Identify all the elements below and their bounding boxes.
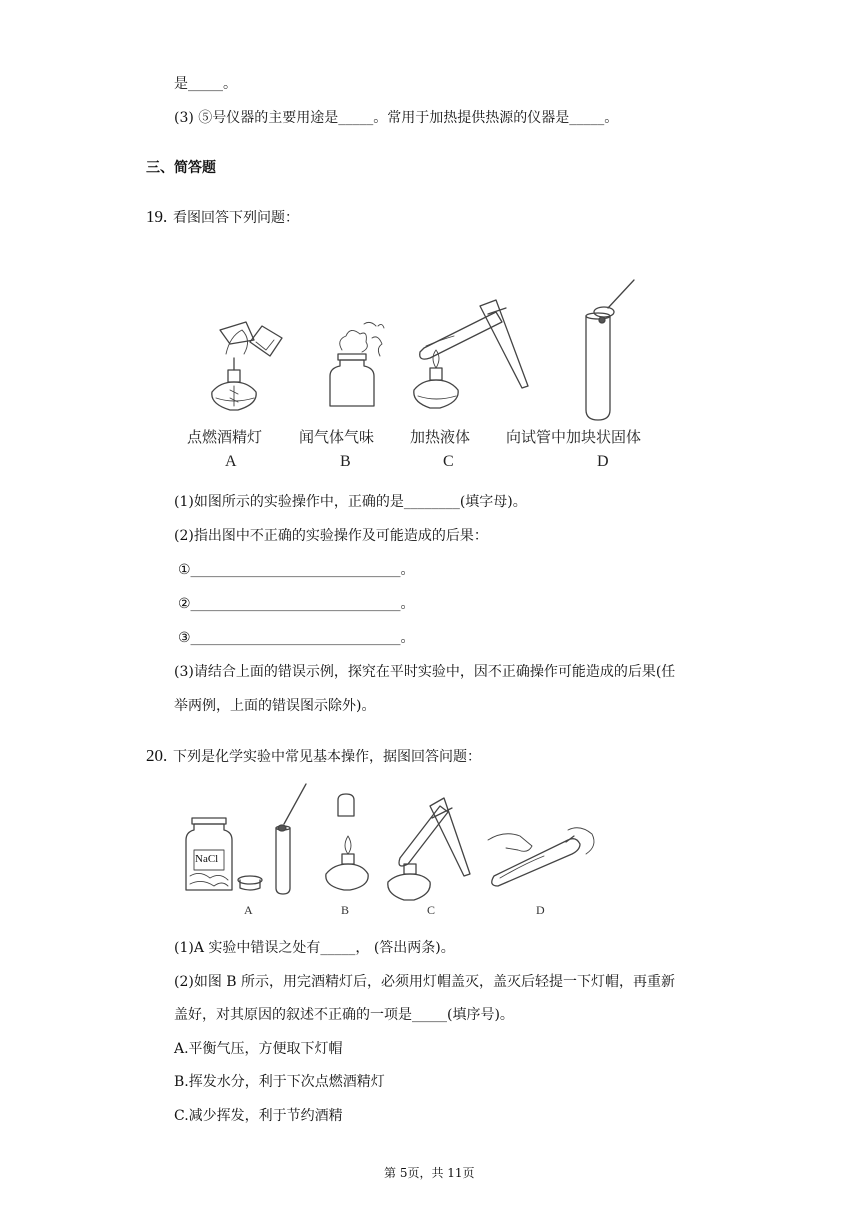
q20-part-2-line-1: (2)如图 B 所示，用完酒精灯后，必须用灯帽盖灭，盖灭后轻提一下灯帽，再重新 (174, 974, 676, 990)
question-19-number: 19. (146, 207, 168, 226)
nacl-label: NaCl (195, 853, 219, 865)
q19-part-2: (2)指出图中不正确的实验操作及可能造成的后果： (174, 528, 488, 544)
fig20-letter-b: B (341, 903, 350, 917)
q20-part-2-line-2: 盖好，对其原因的叙述不正确的一项是_____(填序号)。 (174, 1007, 514, 1023)
fig19-caption-a: 点燃酒精灯 (187, 428, 263, 446)
fig19-caption-c: 加热液体 (410, 428, 471, 446)
fig19-letter-b: B (340, 453, 351, 470)
q19-blank-3: ③______________________________。 (178, 630, 415, 646)
reagent-jar-illustration (180, 784, 310, 894)
fig19-letter-a: A (225, 453, 237, 470)
gas-bottle-illustration (320, 318, 400, 428)
q19-part-3-line-1: (3)请结合上面的错误示例，探究在平时实验中，因不正确操作可能造成的后果(任 (174, 664, 676, 680)
fig19-letter-c: C (443, 453, 454, 470)
q20-option-b: B.挥发水分，利于下次点燃酒精灯 (174, 1074, 385, 1090)
fig20-letter-c: C (427, 903, 436, 917)
section-heading: 三、简答题 (146, 160, 216, 176)
question-20-title: 下列是化学实验中常见基本操作，据图回答问题： (173, 749, 481, 765)
lamp-lighting-illustration (200, 318, 300, 428)
text-line-answer-blank: 是_____。 (174, 76, 237, 92)
q19-blank-2: ②______________________________。 (178, 596, 415, 612)
fig20-letter-a: A (244, 903, 253, 917)
heating-liquid-illustration (410, 296, 540, 416)
q20-option-a: A.平衡气压，方便取下灯帽 (174, 1041, 343, 1057)
fig19-letter-d: D (597, 453, 609, 470)
hands-test-tube-illustration (484, 820, 604, 890)
q19-part-3-line-2: 举两例，上面的错误图示除外)。 (174, 698, 376, 714)
q20-part-1: (1)A 实验中错误之处有_____， (答出两条)。 (174, 940, 455, 956)
q19-blank-1: ①______________________________。 (178, 562, 415, 578)
page-footer: 第 5页，共 11页 (384, 1166, 475, 1180)
question-19-title: 看图回答下列问题： (173, 210, 299, 226)
heating-tube-holder-illustration (380, 796, 480, 906)
fig19-caption-b: 闻气体气味 (299, 428, 375, 446)
fig20-letter-d: D (536, 903, 545, 917)
alcohol-lamp-cap-illustration (318, 794, 378, 904)
question-part-3: (3) ⑤号仪器的主要用途是_____。常用于加热提供热源的仪器是_____。 (174, 110, 619, 126)
q20-option-c: C.减少挥发，利于节约酒精 (174, 1108, 343, 1124)
q19-part-1: (1)如图所示的实验操作中，正确的是________(填字母)。 (174, 494, 527, 510)
test-tube-spoon-illustration (578, 280, 658, 420)
question-20-number: 20. (146, 746, 168, 765)
fig19-caption-d: 向试管中加块状固体 (506, 428, 642, 446)
